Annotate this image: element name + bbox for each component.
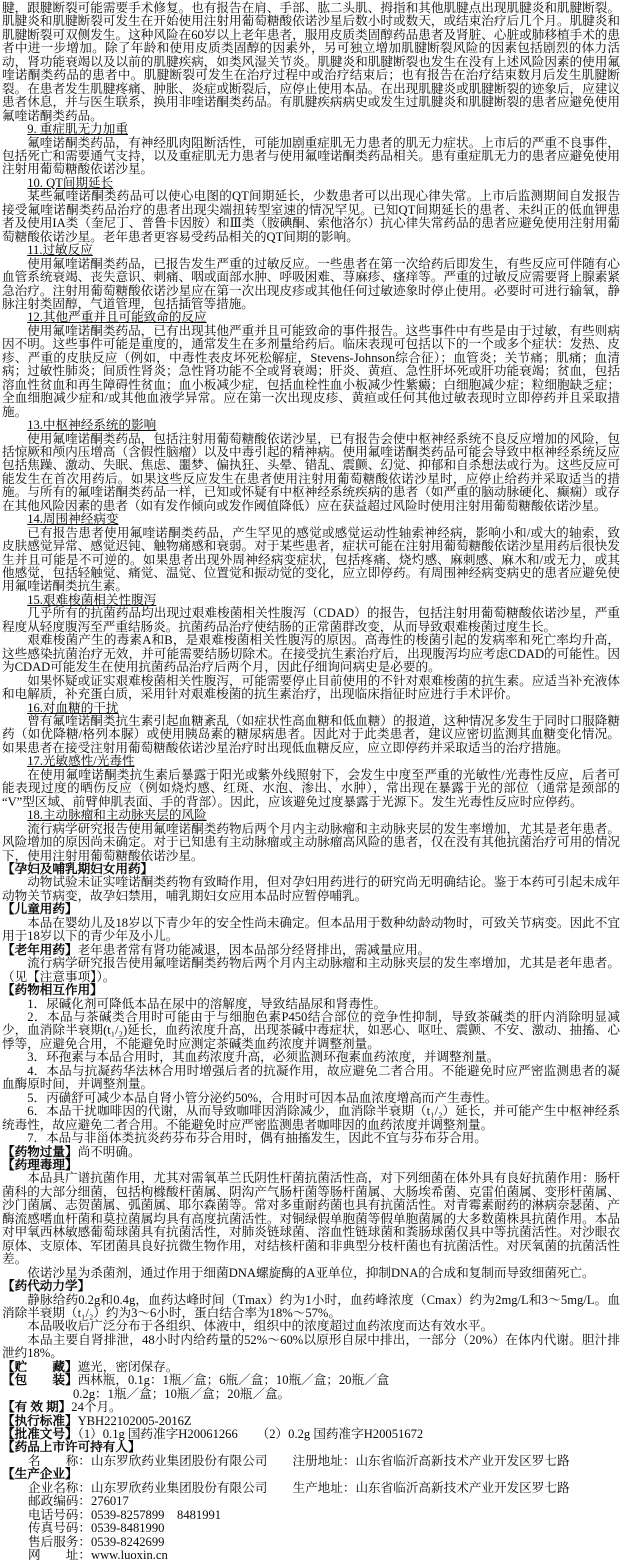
- text-run: 使用氟喹诺酮类药品，已有出现其他严重并且可能致命的事件报告。这些事件中有些是由于过敏，有些则病因不明。这些事件可能是重度的，通常发生在多剂量给药后。临床表现可包括以下的一个或多个症状：发热、皮疹、严重的皮肤反应（例如，中毒性表皮坏死松解症，Stevens-Johnson综合征）；血管炎；关节痛；肌痛；血清病；过敏性肺炎；间质性肾炎；急性肾功能不全或肾衰竭；肝炎、黄疸、急性肝坏死或肝功能衰竭；贫血，包括溶血性贫血和再生障碍性贫血；血小板减少症，包括血栓性血小板减少性紫癜；白细胞减少症；粒细胞缺乏症；全血细胞减少症和/或其他血液学异常。应在第一次出现皮疹、黄疸或任何其他过敏表现时立即停药并且采取措施。: [2, 323, 620, 419]
- bracket-label: 【药理毒理】: [2, 1157, 78, 1172]
- text-run: 名 称：山东罗欣药业集团股份有限公司 注册地址：山东省临沂高新技术产业开发区罗七路: [28, 1453, 570, 1468]
- bracket-header-with-text: [2, 1401, 620, 1414]
- numbered-subheading: [2, 809, 620, 822]
- bracket-label: 【贮 藏】: [2, 1359, 78, 1374]
- bracket-label: 【执行标准】: [2, 1413, 78, 1428]
- text-run: 几乎所有的抗菌药品均出现过艰难梭菌相关性腹泻（CDAD）的报告，包括注射用葡萄糖酸依诺沙星，严重程度从轻度腹泻至严重结肠炎。抗菌药品治疗使结肠的正常菌群改变，从而导致艰难梭菌过度生长。: [2, 606, 620, 634]
- paragraph: [2, 1267, 620, 1280]
- paragraph: [2, 1294, 620, 1321]
- text-run: 本品在婴幼儿及18岁以下青少年的安全性尚未确定。但本品用于数种幼龄动物时，可致关节病变。因此不宜用于18岁以下的青少年及小儿。: [2, 915, 620, 944]
- numbered-subheading: [2, 311, 620, 324]
- text-run: YBH22102005-2016Z: [77, 1413, 192, 1428]
- document-body: [2, 2, 620, 1563]
- bracket-label: 【孕妇及哺乳期妇女用药】: [2, 862, 154, 876]
- text-run: 电话号码：0539-8257899 8481991: [28, 1507, 222, 1522]
- numbered-subheading: [2, 513, 620, 526]
- text-run: 腱，跟腱断裂可能需要手术修复。也有报告在肩、手部、肱二头肌、拇指和其他肌腱点出现肌腱炎和肌腱断裂。肌腱炎和肌腱断裂可发生在开始使用注射用葡萄糖酸依诺沙星后数小时或数天，或结束治疗后几个月。肌腱炎和肌腱断裂可双侧发生。这种风险在60岁以上老年患者，服用皮质类固醇药品患者及肾脏、心脏或肺移植手术的患者中进一步增加。除了年龄和使用皮质类固醇的因素外，另可独立增加肌腱断裂风险的因素包括剧烈的体力活动，肾功能衰竭以及以前的肌腱疾病，如类风湿关节炎。肌腱炎和肌腱断裂也发生在没有上述风险因素的使用氟喹诺酮类药品的患者中。肌腱断裂可发生在治疗过程中或治疗结束后；也有报告在治疗结束数月后发生肌腱断裂。在患者发生肌腱疼痛、肿胀、炎症或断裂后，应停止使用本品。在出现肌腱炎或肌腱断裂的迹象后，应建议患者休息，并与医生联系，换用非喹诺酮类药品。有肌腱疾病病史或发生过肌腱炎和肌腱断裂的患者应避免使用氟喹诺酮类药品。: [2, 1, 620, 123]
- paragraph: [2, 1105, 620, 1132]
- paragraph: [2, 634, 620, 674]
- paragraph: [2, 675, 620, 702]
- text-run: 网 址：www.luoxin.cn: [28, 1548, 168, 1563]
- text-run: 在使用氟喹诺酮类抗生素后暴露于阳光或紫外线照射下，会发生中度至严重的光敏性/光毒性反应，后者可能表现过度的晒伤反应（例如烧灼感、红斑、水泡、渗出、水肿），常出现在暴露于光的部位（通常是颈部的“V”型区域、前臂伸肌表面、手的背部）。因此，应该避免过度暴露于光源下。发生光毒性反应时应停药。: [2, 767, 620, 809]
- text-run: 老年患者常有肾功能减退，因本品部分经肾排出，需减量应用。: [77, 942, 431, 957]
- paragraph: [2, 325, 620, 419]
- paragraph: [2, 1011, 620, 1051]
- text-run: 使用氟喹诺酮类药品，包括注射用葡萄糖酸依诺沙星，已有报告会使中枢神经系统不良反应增加的风险，包括惊厥和颅内压增高（含假性脑瘤）以及中毒引起的精神病。使用氟喹诺酮类药品可能会导致中枢神经系统反应包括焦躁、激动、失眠、焦虑、噩梦、偏执狂、头晕、错乱、震颤、幻觉、抑郁和自杀想法或行为。这些反应可能发生在首次用药后。如果这些反应发生在患者使用注射用葡萄糖酸依诺沙星时，应停止给药并采取适当的措施。与所有的氟喹诺酮类药品一样，已知或怀疑有中枢神经系统疾病的患者（如严重的脑动脉硬化、癫痫）或存在其他风险因素的患者（如有发作倾向或发作阈值降低）应在获益超过风险时使用注射用葡萄糖酸依诺沙星。: [2, 431, 620, 513]
- text-run: 流行病学研究报告使用氟喹诺酮类药物后两个月内主动脉瘤和主动脉夹层的发生率增加，尤其是老年患者。（见【注意事项】）。: [2, 956, 620, 984]
- text-run: 0.2g：1瓶／盒；10瓶／盒；20瓶／盒。: [73, 1386, 291, 1401]
- numbered-subheading: [2, 755, 620, 768]
- paragraph: [2, 607, 620, 634]
- text-run: 曾有氟喹诺酮类抗生素引起血糖紊乱（如症状性高血糖和低血糖）的报道，这种情况多发生于同时口服降糖药（如优降糖/格列本脲）或使用胰岛素的糖尿病患者。因此对于此类患者，建议应密切监测其血糖变化情况。如果患者在接受注射用葡萄糖酸依诺沙星治疗时出现低血糖反应，应立即停药并采取适当的治疗措施。: [2, 714, 620, 755]
- info-field-line: [2, 1495, 620, 1508]
- text-run: 1．尿碱化剂可降低本品在尿中的溶解度，导致结晶尿和肾毒性。: [27, 996, 387, 1011]
- text-run: 3．环孢素与本品合用时，其血药浓度升高，必须监测环孢素血药浓度，并调整剂量。: [27, 1050, 500, 1065]
- text-run: 14.周围神经病变: [27, 512, 119, 527]
- bracket-header-with-text: [2, 1146, 620, 1159]
- text-run: 企业名称：山东罗欣药业集团股份有限公司 生产地址：山东省临沂高新技术产业开发区罗七路: [28, 1480, 570, 1495]
- bracket-section-header: [2, 1441, 620, 1454]
- paragraph: [2, 527, 620, 594]
- paragraph: [2, 998, 620, 1011]
- bracket-section-header: [2, 984, 620, 997]
- text-run: 11.过敏反应: [27, 243, 93, 258]
- text-run: 4．本品与抗凝药华法林合用时增强后者的抗凝作用，故应避免二者合用。不能避免时应严密监测患者的凝血酶原时间，并调整剂量。: [2, 1063, 620, 1092]
- paragraph: [2, 823, 620, 863]
- numbered-subheading: [2, 419, 620, 432]
- text-run: 艰难梭菌产生的毒素A和B，是艰难梭菌相关性腹泻的原因。高毒性的梭菌引起的发病率和死亡率均升高，这些感染抗菌治疗无效，并可能需要结肠切除术。在接受抗生素治疗后，出现腹泻均应考虑CDAD的可能性。因为CDAD可能发生在使用抗菌药品治疗后两个月，因此仔细询问病史是必要的。: [2, 633, 620, 675]
- info-field-line: [2, 1455, 620, 1468]
- bracket-label: 【药品上市许可持有人】: [2, 1440, 141, 1455]
- text-run: 18.主动脉瘤和主动脉夹层的风险: [27, 808, 207, 823]
- text-run: 本品具广谱抗菌作用，尤其对需氧革兰氏阴性杆菌抗菌活性高，对下列细菌在体外具有良好抗菌作用：肠杆菌科的大部分细菌，包括枸橼酸杆菌属、阴沟产气肠杆菌等肠杆菌属、大肠埃希菌、克雷伯菌属、变形杆菌属、沙门菌属、志贺菌属、弧菌属、耶尔森菌等。常对多重耐药菌也具有抗菌活性。对青霉素耐药的淋病奈瑟菌、产酶流感嗜血杆菌和莫拉菌属均具有高度抗菌活性。对铜绿假单胞菌等假单胞菌属的大多数菌株具抗菌作用。本品对甲氧西林敏感葡萄球菌具有抗菌活性，对肺炎链球菌、溶血性链球菌和粪肠球菌仅具中等抗菌活性。对沙眼衣原体、支原体、军团菌具良好抗微生物作用，对结核杆菌和非典型分枝杆菌也有抗菌活性。对厌氧菌的抗菌活性差。: [2, 1171, 620, 1267]
- paragraph: [2, 137, 620, 177]
- paragraph: [2, 917, 620, 944]
- text-run: 5．丙磺舒可减少本品自肾小管分泌约50%，合用时可因本品血浓度增高而产生毒性。: [27, 1090, 498, 1105]
- bracket-section-header: [2, 1468, 620, 1481]
- info-field-line: [2, 1536, 620, 1549]
- text-run: 售后服务：0539-8242699: [28, 1534, 165, 1549]
- bracket-label: 【药物相互作用】: [2, 983, 103, 998]
- text-run: 依诺沙星为杀菌剂，通过作用于细菌DNA螺旋酶的A亚单位，抑制DNA的合成和复制而导致细菌死亡。: [27, 1265, 595, 1280]
- text-run: 西林瓶，0.1g：1瓶／盒；6瓶／盒；10瓶／盒；20瓶／盒: [77, 1373, 390, 1388]
- bracket-header-with-text: [2, 1415, 620, 1428]
- paragraph: [2, 1065, 620, 1092]
- bracket-label: 【生产企业】: [2, 1467, 78, 1482]
- text-run: 已有报告患者使用氟喹诺酮类药品，产生罕见的感觉或感觉运动性轴索神经病，影响小和/或大的轴索，致皮肤感觉异常、感觉迟钝、触物痛感和衰弱。对于某些患者，症状可能在注射用葡萄糖酸依诺沙星用药后很快发生并且可能是不可逆的。如果患者出现外周神经病变症状，包括疼痛、烧灼感、麻刺感、麻木和/或无力，或其他感觉，包括轻触觉、痛觉、温觉、位置觉和振动觉的变化，应立即停药。有周围神经病变病史的患者应避免使用氟喹诺酮类抗生素。: [2, 525, 620, 594]
- text-run: 尚不明确。: [77, 1144, 141, 1159]
- text-run: 15.艰难梭菌相关性腹泻: [27, 592, 157, 607]
- bracket-label: 【有 效 期】: [2, 1400, 72, 1415]
- bracket-section-header: [2, 903, 620, 916]
- text-run: 24个月。: [71, 1400, 122, 1415]
- text-run: 邮政编码：276017: [28, 1494, 129, 1509]
- text-run: 流行病学研究报告使用氟喹诺酮类药物后两个月内主动脉瘤和主动脉夹层的发生率增加，尤其是老年患者。风险增加的原因尚未确定。对于已知患有主动脉瘤或主动脉瘤高风险的患者，仅在没有其他抗菌治疗可用的情况下，使用注射用葡萄糖酸依诺沙星。: [2, 821, 620, 863]
- text-run: 本品主要自肾排泄，48小时内给药量的52%～60%以原形自尿中排出，一部分（20%）在体内代谢。胆汁排泄约18%。: [2, 1332, 620, 1361]
- bracket-label: 【包 装】: [2, 1373, 78, 1388]
- text-run: 动物试验未证实喹诺酮类药物有致畸作用，但对孕妇用药进行的研究尚无明确结论。鉴于本药可引起未成年动物关节病变，故孕妇禁用，哺乳期妇女应用本品时应暂停哺乳。: [2, 875, 620, 903]
- paragraph: [2, 258, 620, 312]
- text-run: 如果怀疑或证实艰难梭菌相关性腹泻，可能需要停止目前使用的不针对艰难梭菌的抗生素。应适当补充液体和电解质，补充蛋白质，采用针对艰难梭菌的抗生素治疗，出现临床指征时应进行手术评价。: [2, 673, 620, 702]
- bracket-label: 【药物过量】: [2, 1144, 78, 1159]
- bracket-section-header: [2, 1280, 620, 1293]
- info-field-line: [2, 1549, 620, 1562]
- text-run: 13.中枢神经系统的影响: [27, 418, 157, 433]
- text-run: 遮光，密闭保存。: [77, 1359, 179, 1374]
- bracket-header-with-text: [2, 1374, 620, 1387]
- text-run: 7．本品与非甾体类抗炎药芬布芬合用时，偶有抽搐发生，因此不宜与芬布芬合用。: [27, 1131, 487, 1146]
- text-run: 12.其他严重并且可能致命的反应: [27, 310, 207, 325]
- paragraph: [2, 1051, 620, 1064]
- paragraph: [2, 190, 620, 244]
- paragraph-continuation: [2, 2, 620, 123]
- text-run: 某些氟喹诺酮类药品可以使心电图的QT间期延长，少数患者可以出现心律失常。上市后监测期间自发报告接受氟喹诺酮类药品治疗的患者出现尖端扭转型室速的情况罕见。已知QT间期延长的患者、未纠正的低血钾患者及使用IA类（奎尼丁、普鲁卡因胺）和Ⅲ类（胺碘酮、索他洛尔）抗心律失常药品的患者应避免使用注射用葡萄糖酸依诺沙星。老年患者更容易受药品相关的QT间期的影响。: [2, 189, 620, 244]
- text-run: 传真号码：0539-8481990: [28, 1521, 165, 1536]
- bracket-label: 【批准文号】: [2, 1427, 78, 1442]
- text-run: 17.光敏感性/光毒性: [27, 754, 135, 769]
- text-run: 10. QT间期延长: [27, 175, 114, 190]
- paragraph: [2, 1320, 620, 1333]
- text-run: 使用氟喹诺酮类药品，已报告发生严重的过敏反应。一些患者在第一次给药后即发生，有些反应可伴随有心血管系统衰竭、丧失意识、刺痛、咽或面部水肿、呼吸困难、荨麻疹、瘙痒等。严重的过敏反应需要肾上腺素紧急治疗。注射用葡萄糖酸依诺沙星应在第一次出现皮疹或其他任何过敏迹象时停止使用。必要时可进行输氧，静脉注射类固醇，气道管理，包括插管等措施。: [2, 256, 620, 311]
- info-field-line: [2, 1509, 620, 1522]
- paragraph: [2, 957, 620, 984]
- paragraph: [2, 1334, 620, 1361]
- paragraph: [2, 433, 620, 514]
- text-run: 9. 重症肌无力加重: [27, 122, 128, 137]
- bracket-label: 【药代动力学】: [2, 1279, 91, 1294]
- paragraph: [2, 715, 620, 755]
- text-run: 16.对血糖的干扰: [27, 700, 119, 715]
- paragraph: [2, 769, 620, 809]
- bracket-label: 【老年用药】: [2, 942, 78, 957]
- numbered-subheading: [2, 702, 620, 715]
- text-run: 6．本品干扰咖啡因的代谢，从而导致咖啡因消除减少，血消除半衰期（t₁/₂）延长，并可能产生中枢神经系统毒性，故应避免二者合用。不能避免时应严密监测患者咖啡因的血药浓度并调整剂量。: [2, 1104, 620, 1132]
- text-run: 本品吸收后广泛分布于各组织、体液中，组织中的浓度超过血药浓度而达有效水平。: [27, 1319, 494, 1334]
- text-run: 静脉给药0.2g和0.4g，血药达峰时间（Tmax）约为1小时，血药峰浓度（Cmax）约为2mg/L和3～5mg/L。血消除半衰期（t₁/₂）约为3～6小时，蛋白结合率为18%～57%。: [2, 1292, 620, 1320]
- numbered-subheading: [2, 123, 620, 136]
- text-run: 氟喹诺酮类药品，有神经肌肉阻断活性，可能加剧重症肌无力患者的肌无力症状。上市后的严重不良事件，包括死亡和需要通气支持，以及重症肌无力患者与使用氟喹诺酮类药品相关。患有重症肌无力的患者应避免使用注射用葡萄糖酸依诺沙星。: [2, 135, 620, 177]
- paragraph: [2, 876, 620, 903]
- bracket-label: 【儿童用药】: [2, 902, 78, 917]
- paragraph: [2, 1132, 620, 1145]
- text-run: 2．本品与茶碱类合用时可能由于与细胞色素P450结合部位的竞争性抑制，导致茶碱类的肝内消除明显减少，血消除半衰期(t₁/₂)延长，血药浓度升高，出现茶碱中毒症状，如恶心、呕吐、震颤、不安、激动、抽搐、心悸等，应避免合用，不能避免时应测定茶碱类血药浓度并调整剂量。: [2, 1009, 620, 1051]
- info-field-line: [2, 1522, 620, 1535]
- text-run: （1）0.1g 国药准字H20061266 （2）0.2g 国药准字H20051672: [77, 1427, 424, 1442]
- numbered-subheading: [2, 244, 620, 257]
- paragraph: [2, 1172, 620, 1266]
